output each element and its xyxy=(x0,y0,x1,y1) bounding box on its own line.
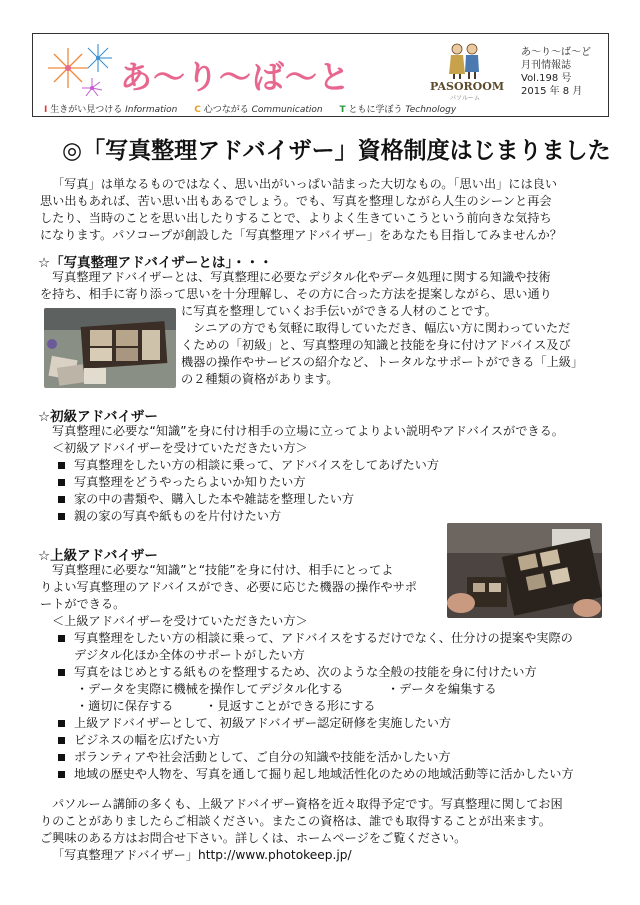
section-what-body xyxy=(40,269,552,303)
page-title: ◎「写真整理アドバイザー」資格制度はじまりました xyxy=(62,138,611,164)
section-what-side-line: 機器の操作やサービスの紹介など、トータルなサポートができる「上級」 xyxy=(181,355,584,369)
list-item: 親の家の写真や紙ものを片付けたい方 xyxy=(56,508,439,525)
advanced-item-1-line-2: デジタル化ほか全体のサポートがしたい方 xyxy=(74,648,305,662)
section-heading-advanced: ☆上級アドバイザー xyxy=(38,548,158,564)
section-beginner-body xyxy=(52,423,564,457)
issue-line: 2015 年 8 月 xyxy=(521,86,583,97)
list-item: 家の中の書類や、購入した本や雑誌を整理したい方 xyxy=(56,491,439,508)
beginner-description: 写真整理に必要な“知識”を身に付け相手の立場に立ってよりよい説明やアドバイスができる。 xyxy=(52,424,564,438)
issue-line: Vol.198 号 xyxy=(521,73,572,84)
skill-item: ・見返すことができる形にする xyxy=(205,699,376,713)
tagline-jp-2: 心つながる xyxy=(203,105,249,115)
tagline-en-1: Information xyxy=(125,105,178,115)
photo-hands-with-albums xyxy=(447,523,602,618)
advanced-desc-line: りよい写真整理のアドバイスができ、必要に応じた機器の操作やサポ xyxy=(40,580,417,594)
section-heading-beginner: ☆初級アドバイザー xyxy=(38,409,158,425)
beginner-target-label: ＜初級アドバイザーを受けていただきたい方＞ xyxy=(52,441,308,455)
closing-line: パソルーム講師の多くも、上級アドバイザー資格を近々取得予定です。写真整理に関してお困 xyxy=(52,797,563,811)
issue-line: 月刊情報誌 xyxy=(521,60,571,71)
tagline-jp-1: 生きがい見つける xyxy=(50,105,123,115)
list-item: 地域の歴史や人物を、写真を通して掘り起し地域活性化のための地域活動等に活かしたい方 xyxy=(56,766,574,783)
tagline-key-c: C xyxy=(194,105,201,115)
intro-line: 思い出もあれば、苦い思い出もあるでしょう。でも、写真を整理しながら人生のシーンと再会 xyxy=(40,194,552,208)
couple-mascot-icon xyxy=(446,42,482,80)
skills-row xyxy=(76,698,497,715)
brand-name: PASOROOM xyxy=(430,80,505,93)
list-item: 写真整理をしたい方の相談に乗って、アドバイスをしてあげたい方 xyxy=(56,457,439,474)
skills-row xyxy=(76,681,497,698)
tagline-en-3: Technology xyxy=(405,105,457,115)
advanced-desc-line: 写真整理に必要な“知識”と“技能”を身に付け、相手にとってよ xyxy=(52,563,394,577)
advanced-target-label: ＜上級アドバイザーを受けていただきたい方＞ xyxy=(52,614,308,628)
section-what-side-line: に写真を整理していくお手伝いができる人材のことです。 xyxy=(181,304,497,318)
tagline-en-2: Communication xyxy=(251,105,323,115)
list-item: ビジネスの幅を広げたい方 xyxy=(56,732,574,749)
skill-item: ・データを実際に機械を操作してデジタル化する xyxy=(76,682,344,696)
website-link[interactable]: 「写真整理アドバイザー」http://www.photokeep.jp/ xyxy=(52,848,352,862)
intro-line: したり、当時のことを思い出したりすることで、よりよく生きていこうという前向きな気持ち xyxy=(40,211,552,225)
list-item: 写真整理をどうやったらよいか知りたい方 xyxy=(56,474,439,491)
closing-line: りのことがありましたらご相談ください。またこの資格は、誰でも取得することが出来ます。 xyxy=(40,814,551,828)
skills-list xyxy=(76,681,497,715)
intro-line: になります。パソコープが創設した「写真整理アドバイザー」をあなたも目指してみませんか？ xyxy=(40,228,562,242)
skill-item: ・適切に保存する xyxy=(76,699,174,713)
advanced-target-list xyxy=(56,630,573,681)
section-what-side-line: の２種類の資格があります。 xyxy=(181,372,339,386)
skill-item: ・データを編集する xyxy=(387,682,497,696)
fireworks-logo-icon xyxy=(40,38,120,104)
issue-line: あ〜り〜ば〜ど xyxy=(521,47,591,58)
list-item xyxy=(56,630,573,664)
tagline xyxy=(44,102,470,115)
intro-line: 「写真」は単なるものではなく、思い出がいっぱい詰まった大切なもの。「思い出」には良い xyxy=(52,177,558,191)
beginner-target-list xyxy=(56,457,439,525)
list-item: ボランティアや社会活動として、ご自分の知識や技能を活かしたい方 xyxy=(56,749,574,766)
advanced-target-list-rest xyxy=(56,715,574,783)
section-advanced-desc xyxy=(40,562,417,630)
advanced-desc-line: ートができる。 xyxy=(40,597,126,611)
issue-info xyxy=(521,46,591,98)
tagline-key-i: I xyxy=(44,105,48,115)
advanced-item-1-line-1: 写真整理をしたい方の相談に乗って、アドバイスをするだけでなく、仕分けの提案や実際の xyxy=(74,631,573,645)
section-what-line: を持ち、相手に寄り添って思いを十分理解し、その方に合った方法を提案しながら、思い通り xyxy=(40,287,552,301)
closing-paragraph xyxy=(40,796,563,864)
brand-kana: パソルーム xyxy=(450,95,481,102)
closing-line: ご興味のある方はお問合せ下さい。詳しくは、ホームページをご覧ください。 xyxy=(40,831,467,845)
section-what-side-line: シニアの方でも気軽に取得していただき、幅広い方に関わっていただ xyxy=(193,321,571,335)
list-item: 写真をはじめとする紙ものを整理するため、次のような全般の技能を身に付けたい方 xyxy=(56,664,573,681)
section-heading-what: ☆「写真整理アドバイザーとは」・・・ xyxy=(38,255,273,271)
tagline-jp-3: ともに学ぼう xyxy=(348,105,403,115)
photo-albums-on-table xyxy=(44,308,176,388)
tagline-key-t: T xyxy=(339,105,346,115)
section-what-side-line: くための「初級」と、写真整理の知識と技能を身に付けアドバイス及び xyxy=(181,338,571,352)
intro-paragraph xyxy=(40,176,562,244)
section-what-side-text xyxy=(181,303,583,388)
section-what-line: 写真整理アドバイザーとは、写真整理に必要なデジタル化やデータ処理に関する知識や技術 xyxy=(52,270,551,284)
list-item: 上級アドバイザーとして、初級アドバイザー認定研修を実施したい方 xyxy=(56,715,574,732)
newsletter-title: あ〜り〜ば〜と xyxy=(120,58,352,96)
